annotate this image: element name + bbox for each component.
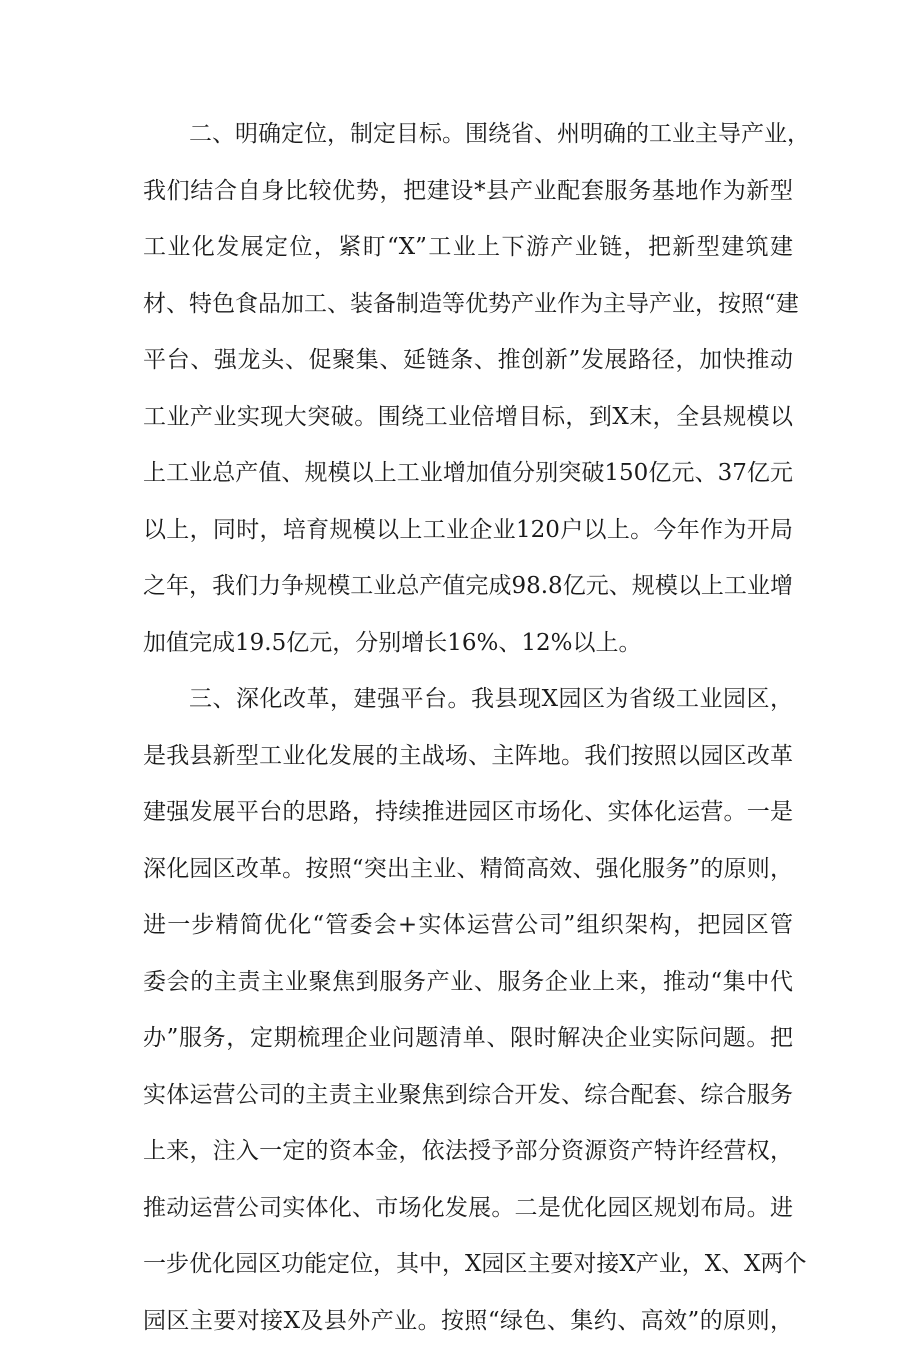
document-body [143,106,793,1349]
paragraph-line: 深化园区改革。按照“突出主业、精简高效、强化服务”的原则， [143,841,793,898]
paragraph-line: 上工业总产值、规模以上工业增加值分别突破150亿元、37亿元 [143,445,793,502]
paragraph-line: 以上，同时，培育规模以上工业企业120户以上。今年作为开局 [143,502,793,559]
paragraph-line: 加值完成19.5亿元，分别增长16%、12%以上。 [143,615,793,672]
paragraph-line: 实体运营公司的主责主业聚焦到综合开发、综合配套、综合服务 [143,1067,793,1124]
paragraph-line: 进一步精简优化“管委会+实体运营公司”组织架构，把园区管 [143,897,793,954]
paragraph-reform [143,671,793,1349]
paragraph-line: 委会的主责主业聚焦到服务产业、服务企业上来，推动“集中代 [143,954,793,1011]
paragraph-line: 平台、强龙头、促聚集、延链条、推创新”发展路径，加快推动 [143,332,793,389]
paragraph-line: 上来，注入一定的资本金，依法授予部分资源资产特许经营权， [143,1123,793,1180]
paragraph-line: 工业产业实现大突破。围绕工业倍增目标，到X末，全县规模以 [143,389,793,446]
paragraph-line: 办”服务，定期梳理企业问题清单、限时解决企业实际问题。把 [143,1010,793,1067]
paragraph-line: 之年，我们力争规模工业总产值完成98.8亿元、规模以上工业增 [143,558,793,615]
paragraph-line: 我们结合自身比较优势，把建设*县产业配套服务基地作为新型 [143,163,793,220]
paragraph-line: 材、特色食品加工、装备制造等优势产业作为主导产业，按照“建 [143,276,793,333]
paragraph-goals [143,106,793,671]
paragraph-line: 园区主要对接X及县外产业。按照“绿色、集约、高效”的原则， [143,1293,793,1349]
paragraph-line: 是我县新型工业化发展的主战场、主阵地。我们按照以园区改革 [143,728,793,785]
paragraph-line: 一步优化园区功能定位，其中，X园区主要对接X产业，X、X两个 [143,1236,793,1293]
paragraph-line: 三、深化改革，建强平台。我县现X园区为省级工业园区， [143,671,793,728]
paragraph-line: 二、明确定位，制定目标。围绕省、州明确的工业主导产业， [143,106,793,163]
paragraph-line: 推动运营公司实体化、市场化发展。二是优化园区规划布局。进 [143,1180,793,1237]
paragraph-line: 建强发展平台的思路，持续推进园区市场化、实体化运营。一是 [143,784,793,841]
paragraph-line: 工业化发展定位，紧盯“X”工业上下游产业链，把新型建筑建 [143,219,793,276]
